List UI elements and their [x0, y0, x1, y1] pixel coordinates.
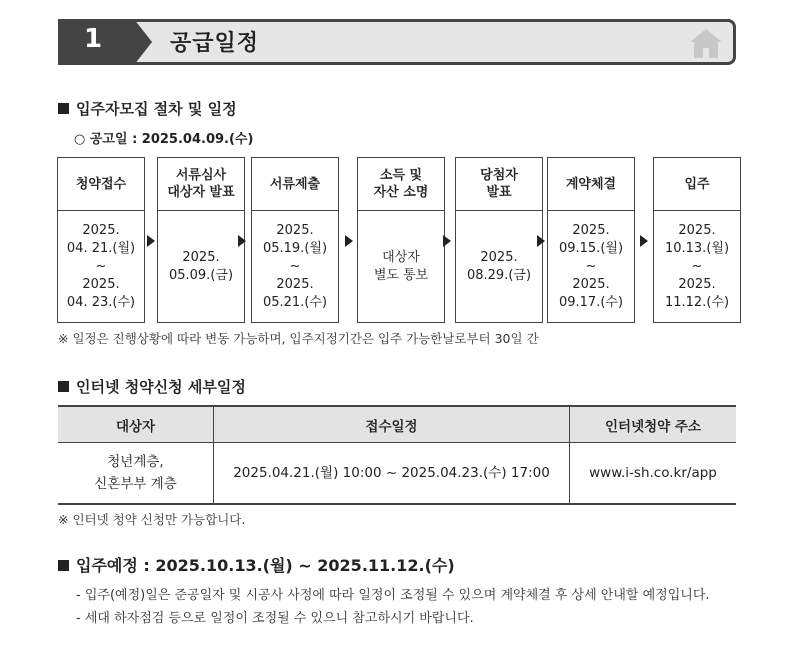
step-box-screening [157, 157, 245, 323]
step-box-documents [251, 157, 339, 323]
section-number-arrow [134, 19, 152, 65]
step-date: 2025. 05.19.(월) ~ 2025. 05.21.(수) [262, 223, 328, 310]
section-heading-move-in: 입주예정 : 2025.10.13.(월) ~ 2025.11.12.(수) [58, 553, 455, 576]
section-title-bar [58, 19, 736, 65]
column-header-target: 대상자 [58, 406, 214, 443]
step-title: 소득 및 자산 소명 [358, 158, 444, 211]
step-box-winners [455, 157, 543, 323]
section-number: 1 [84, 24, 103, 54]
step-date: 2025. 08.29.(금) [466, 250, 532, 283]
square-bullet-icon [58, 103, 69, 114]
move-in-bullet: - 세대 하자점검 등으로 일정이 조정될 수 있으니 참고하시기 바랍니다. [76, 611, 474, 626]
internet-note: ※ 인터넷 청약 신청만 가능합니다. [58, 512, 246, 527]
step-arrow-icon [537, 235, 545, 247]
step-date: 2025. 10.13.(월) ~ 2025. 11.12.(수) [664, 223, 730, 310]
table-row [58, 443, 736, 505]
step-date: 2025. 09.15.(월) ~ 2025. 09.17.(수) [558, 223, 624, 310]
step-date: 2025. 04. 21.(월) ~ 2025. 04. 23.(수) [66, 223, 136, 310]
step-date: 2025. 05.09.(금) [168, 250, 234, 283]
cell-url[interactable]: www.i-sh.co.kr/app [570, 443, 737, 505]
page-title: 공급일정 [170, 31, 260, 56]
square-bullet-icon [58, 560, 69, 571]
square-bullet-icon [58, 381, 69, 392]
schedule-note: ※ 일정은 진행상황에 따라 변동 가능하며, 입주지정기간은 입주 가능한날로부터 30일 간 [58, 331, 539, 346]
cell-period: 2025.04.21.(월) 10:00 ~ 2025.04.23.(수) 17:00 [214, 443, 570, 505]
column-header-url: 인터넷청약 주소 [570, 406, 737, 443]
step-date: 대상자 별도 통보 [373, 250, 429, 283]
move-in-bullet: - 입주(예정)일은 준공일자 및 시공사 사정에 따라 일정이 조정될 수 있으며 계약체결 후 상세 안내할 예정입니다. [76, 588, 710, 603]
step-box-income [357, 157, 445, 323]
announcement-date: ○ 공고일 : 2025.04.09.(수) [74, 132, 254, 147]
step-arrow-icon [345, 235, 353, 247]
step-title: 서류제출 [252, 158, 338, 211]
step-box-move-in [653, 157, 741, 323]
step-title: 입주 [654, 158, 740, 211]
step-arrow-icon [147, 235, 155, 247]
step-arrow-icon [640, 235, 648, 247]
internet-schedule-table [58, 405, 736, 505]
step-box-contract [547, 157, 635, 323]
step-arrow-icon [443, 235, 451, 247]
column-header-period: 접수일정 [214, 406, 570, 443]
home-icon [688, 26, 724, 60]
step-arrow-icon [238, 235, 246, 247]
step-box-application [57, 157, 145, 323]
step-title: 서류심사 대상자 발표 [158, 158, 244, 211]
section-heading-procedure: 입주자모집 절차 및 일정 [58, 98, 237, 119]
cell-target: 청년계층, 신혼부부 계층 [58, 443, 214, 505]
step-title: 청약접수 [58, 158, 144, 211]
section-heading-internet: 인터넷 청약신청 세부일정 [58, 376, 246, 397]
step-title: 당첨자 발표 [456, 158, 542, 211]
step-title: 계약체결 [548, 158, 634, 211]
